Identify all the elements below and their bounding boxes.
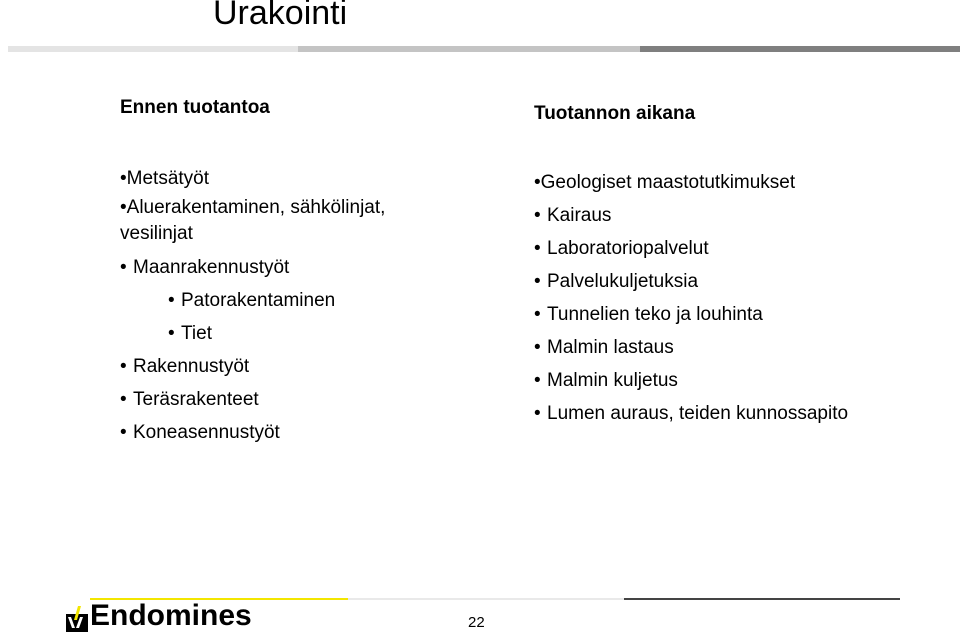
left-column xyxy=(120,97,520,449)
bullet-icon: • xyxy=(534,370,541,391)
right-column xyxy=(534,103,954,430)
list-item: • Koneasennustyöt xyxy=(120,416,520,449)
list-item: • Palvelukuljetuksia xyxy=(534,265,954,298)
endomines-logo xyxy=(66,600,252,632)
logo-text: Endomines xyxy=(90,599,252,632)
bullet-icon: • xyxy=(168,290,175,311)
list-item: • Maanrakennustyöt xyxy=(120,251,520,284)
left-list xyxy=(120,162,520,449)
slide-title: Urakointi xyxy=(213,0,348,32)
bullet-icon: • xyxy=(120,257,127,278)
list-item: vesilinjat xyxy=(120,223,193,244)
bullet-icon: • xyxy=(534,304,541,325)
title-divider xyxy=(8,46,960,52)
bullet-icon: • xyxy=(120,356,127,377)
list-item: • Tiet xyxy=(120,317,520,350)
bullet-icon: • xyxy=(534,403,541,424)
footer-rule-dark xyxy=(624,598,900,600)
endomines-logo-icon xyxy=(66,606,88,632)
page-number: 22 xyxy=(468,614,485,631)
list-item: • Teräsrakenteet xyxy=(120,383,520,416)
left-heading: Ennen tuotantoa xyxy=(120,97,270,118)
list-item: • Laboratoriopalvelut xyxy=(534,232,954,265)
bullet-icon: • xyxy=(168,323,175,344)
list-item: • Tunnelien teko ja louhinta xyxy=(534,298,954,331)
right-heading: Tuotannon aikana xyxy=(534,103,696,124)
list-item: • Rakennustyöt xyxy=(120,350,520,383)
list-item: • Lumen auraus, teiden kunnossapito xyxy=(534,397,954,430)
bullet-icon: • xyxy=(534,238,541,259)
list-item: • Patorakentaminen xyxy=(120,284,520,317)
right-list xyxy=(534,166,954,430)
bullet-icon: • xyxy=(534,271,541,292)
bullet-icon: • xyxy=(534,337,541,358)
bullet-icon: • xyxy=(120,422,127,443)
bullet-icon: • xyxy=(534,205,541,226)
list-item: • Malmin kuljetus xyxy=(534,364,954,397)
list-item: •Geologiset maastotutkimukset xyxy=(534,172,796,193)
list-item: •Aluerakentaminen, sähkölinjat, xyxy=(120,197,386,218)
list-item: • Kairaus xyxy=(534,199,954,232)
list-item: •Metsätyöt xyxy=(120,168,210,189)
list-item: • Malmin lastaus xyxy=(534,331,954,364)
footer-rule-light xyxy=(348,598,624,600)
bullet-icon: • xyxy=(120,389,127,410)
